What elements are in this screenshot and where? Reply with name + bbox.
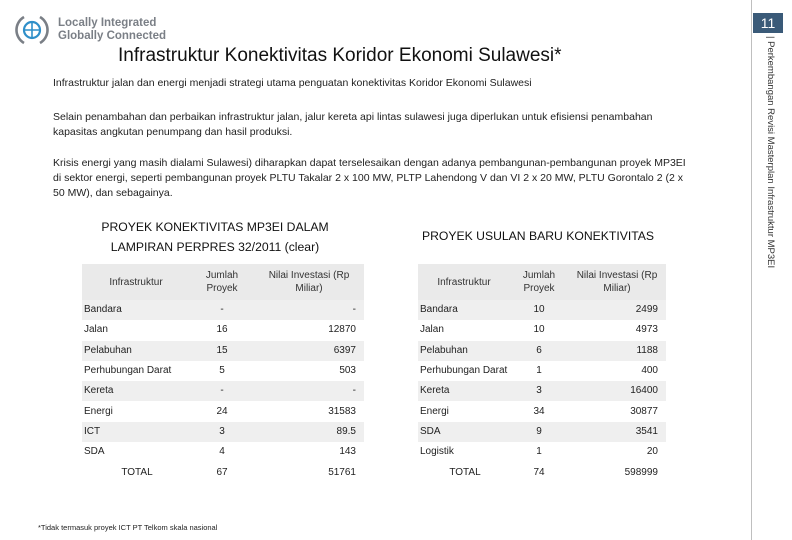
row-count-cell: 10 bbox=[510, 300, 568, 320]
table-row bbox=[418, 361, 666, 381]
row-name-cell: Energi bbox=[420, 405, 449, 417]
left-table-heading-line-2: LAMPIRAN PERPRES 32/2011 (clear) bbox=[110, 240, 320, 254]
total-row bbox=[418, 462, 666, 482]
row-count-cell: 16 bbox=[216, 324, 228, 336]
row-name-cell: Kereta bbox=[82, 381, 190, 401]
brand-logo bbox=[14, 12, 166, 48]
row-investment-cell: 89.5 bbox=[254, 422, 364, 442]
row-count-cell: 3 bbox=[510, 381, 568, 401]
row-count-cell: 24 bbox=[216, 405, 228, 417]
row-count-cell: - bbox=[190, 381, 254, 401]
row-investment-cell: 1188 bbox=[568, 341, 666, 361]
row-count-cell: - bbox=[190, 300, 254, 320]
total-label-cell: TOTAL bbox=[418, 462, 510, 482]
row-count-cell: 9 bbox=[510, 422, 568, 442]
table-header-row bbox=[82, 264, 364, 300]
table-row bbox=[418, 442, 666, 462]
table-row bbox=[418, 422, 666, 442]
total-label-cell: TOTAL bbox=[82, 462, 190, 482]
globe-logo-icon bbox=[14, 12, 50, 48]
row-name-cell: Jalan bbox=[84, 324, 108, 336]
total-investment-cell: 598999 bbox=[568, 462, 666, 482]
table-row bbox=[82, 320, 364, 340]
table-row bbox=[82, 341, 364, 361]
row-name-cell: Jalan bbox=[420, 324, 444, 336]
row-name-cell: Pelabuhan bbox=[418, 341, 510, 361]
row-investment-cell: 503 bbox=[339, 365, 356, 377]
total-row bbox=[82, 462, 364, 482]
row-name-cell: Logistik bbox=[420, 446, 454, 458]
row-investment-cell: 2499 bbox=[568, 300, 666, 320]
row-count-cell: 3 bbox=[190, 422, 254, 442]
left-table-heading-line-1: PROYEK KONEKTIVITAS MP3EI DALAM bbox=[101, 220, 329, 234]
column-header-infrastructure: Infrastruktur bbox=[82, 264, 190, 300]
left-project-table bbox=[82, 264, 364, 483]
brand-tagline bbox=[58, 17, 166, 43]
row-name-cell: Pelabuhan bbox=[82, 341, 190, 361]
paragraph-strategy: Infrastruktur jalan dan energi menjadi strategi utama penguatan konektivitas Koridor Ekonomi Sulawesi bbox=[53, 77, 532, 89]
row-name-cell: Bandara bbox=[82, 300, 190, 320]
left-table-heading bbox=[70, 217, 360, 257]
table-row bbox=[418, 341, 666, 361]
row-count-cell: 5 bbox=[219, 365, 225, 377]
row-count-cell: 34 bbox=[533, 405, 545, 417]
table-row bbox=[418, 381, 666, 401]
row-investment-cell: - bbox=[254, 381, 364, 401]
total-count-cell: 67 bbox=[190, 462, 254, 482]
row-name-cell: SDA bbox=[84, 446, 105, 458]
table-row bbox=[82, 401, 364, 421]
row-count-cell: 6 bbox=[510, 341, 568, 361]
brand-line-1: Locally Integrated bbox=[58, 17, 157, 29]
table-row bbox=[82, 381, 364, 401]
page-title: Infrastruktur Konektivitas Koridor Ekonomi Sulawesi* bbox=[118, 45, 562, 66]
row-count-cell: 4 bbox=[219, 446, 225, 458]
table-row bbox=[82, 300, 364, 320]
row-name-cell: Kereta bbox=[418, 381, 510, 401]
row-name-cell: ICT bbox=[82, 422, 190, 442]
table-row bbox=[82, 361, 364, 381]
table-row bbox=[418, 320, 666, 340]
row-investment-cell: - bbox=[254, 300, 364, 320]
table-row bbox=[82, 422, 364, 442]
paragraph-energy: Krisis energi yang masih dialami Sulawesi) diharapkan dapat terselesaikan dengan adanya pembangunan-pembangunan proyek MP3EI di sektor energi, seperti pembangunan proyek PLTU Takalar 2 x 100 MW, PLTP Lahendong V dan VI 2 x 20 MW, PLTU Gorontalo 2 (2 x 50 MW), dan sebagainya. bbox=[53, 157, 686, 199]
table-row bbox=[418, 300, 666, 320]
row-investment-cell: 30877 bbox=[630, 405, 658, 417]
row-name-cell: SDA bbox=[418, 422, 510, 442]
row-name-cell: Perhubungan Darat bbox=[420, 365, 508, 377]
row-count-cell: 1 bbox=[536, 446, 542, 458]
row-investment-cell: 31583 bbox=[328, 405, 356, 417]
column-header-infrastructure: Infrastruktur bbox=[418, 264, 510, 300]
row-count-cell: 15 bbox=[190, 341, 254, 361]
column-header-investment: Nilai Investasi (Rp Miliar) bbox=[568, 264, 666, 300]
column-header-project-count: Jumlah Proyek bbox=[190, 264, 254, 300]
row-investment-cell: 16400 bbox=[568, 381, 666, 401]
row-name-cell: Perhubungan Darat bbox=[84, 365, 172, 377]
right-project-table bbox=[418, 264, 666, 483]
table-row bbox=[82, 442, 364, 462]
column-header-investment: Nilai Investasi (Rp Miliar) bbox=[254, 264, 364, 300]
paragraph-railway: Selain penambahan dan perbaikan infrastruktur jalan, jalur kereta api lintas sulawesi juga diperlukan untuk efisiensi penambahan kapasitas angkutan penumpang dan hasil produksi. bbox=[53, 111, 653, 138]
left-table-body bbox=[82, 300, 364, 483]
row-investment-cell: 3541 bbox=[568, 422, 666, 442]
column-header-project-count: Jumlah Proyek bbox=[510, 264, 568, 300]
brand-line-2: Globally Connected bbox=[58, 30, 166, 42]
row-investment-cell: 143 bbox=[339, 446, 356, 458]
row-investment-cell: 20 bbox=[646, 446, 658, 458]
vertical-caption: | Perkembangan Revisi Masterplan Infrastruktur MP3EI bbox=[765, 36, 776, 269]
total-investment-cell: 51761 bbox=[254, 462, 364, 482]
row-investment-cell: 6397 bbox=[254, 341, 364, 361]
row-investment-cell: 400 bbox=[641, 365, 658, 377]
right-table-body bbox=[418, 300, 666, 483]
table-row bbox=[418, 401, 666, 421]
row-name-cell: Energi bbox=[84, 405, 113, 417]
table-header-row bbox=[418, 264, 666, 300]
row-investment-cell: 12870 bbox=[328, 324, 356, 336]
total-count-cell: 74 bbox=[510, 462, 568, 482]
right-table-heading: PROYEK USULAN BARU KONEKTIVITAS bbox=[421, 229, 655, 243]
row-count-cell: 1 bbox=[536, 365, 542, 377]
row-investment-cell: 4973 bbox=[635, 324, 658, 336]
footnote: *Tidak termasuk proyek ICT PT Telkom skala nasional bbox=[38, 523, 218, 532]
page-number: 11 bbox=[753, 13, 783, 33]
row-count-cell: 10 bbox=[533, 324, 545, 336]
row-name-cell: Bandara bbox=[418, 300, 510, 320]
